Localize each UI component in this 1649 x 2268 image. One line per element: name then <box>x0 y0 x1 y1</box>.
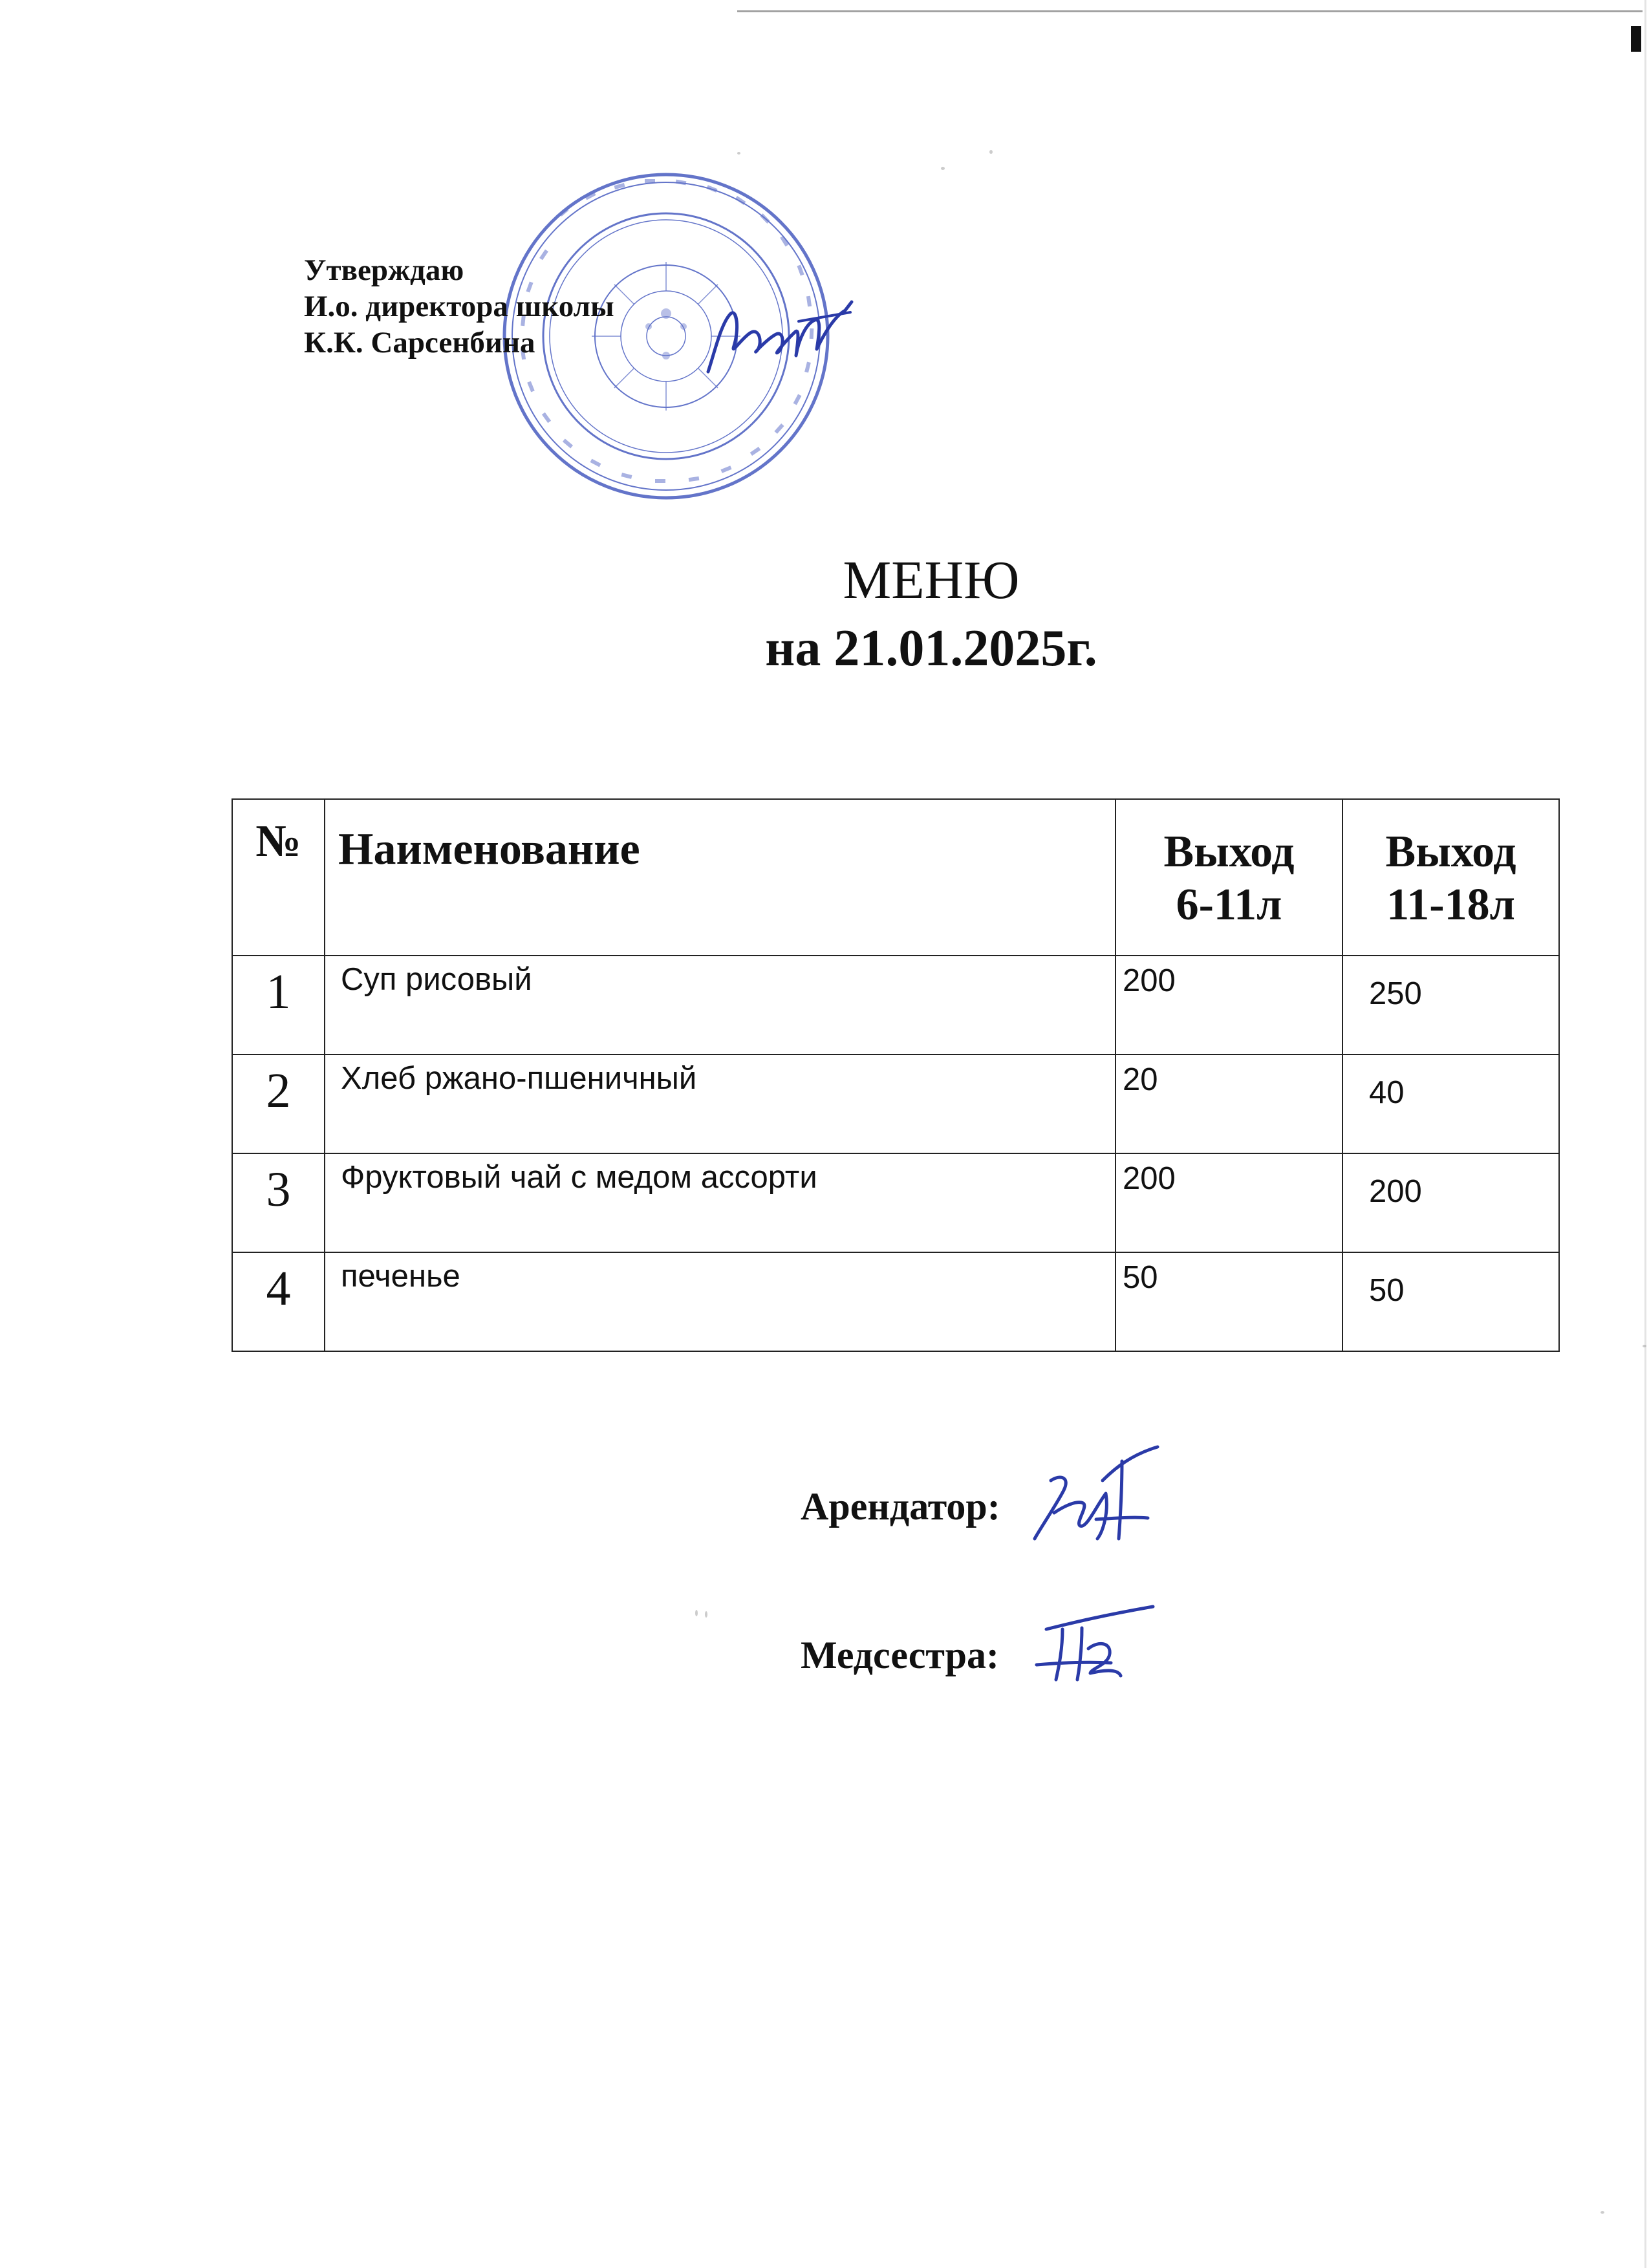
scan-speck <box>705 1611 707 1618</box>
header-output-6-11-line2: 6-11л <box>1176 880 1282 930</box>
row-output-6-11: 50 <box>1116 1252 1342 1351</box>
table-row <box>232 1054 1559 1153</box>
row-output-11-18: 250 <box>1342 956 1559 1054</box>
row-output-11-18: 50 <box>1342 1252 1559 1351</box>
row-output-6-11: 200 <box>1116 1153 1342 1252</box>
scan-speck <box>989 150 993 154</box>
row-number: 3 <box>232 1153 325 1252</box>
row-dish-name: печенье <box>325 1252 1116 1351</box>
row-dish-name: Фруктовый чай с медом ассорти <box>325 1153 1116 1252</box>
director-signature-icon <box>702 294 857 388</box>
approval-name: К.К. Сарсенбина <box>304 326 535 359</box>
header-output-6-11-line1: Выход <box>1163 827 1295 877</box>
scan-speck <box>695 1610 698 1616</box>
scan-speck <box>1643 1345 1646 1347</box>
approval-block <box>304 252 614 361</box>
header-output-11-18-line1: Выход <box>1385 827 1516 877</box>
header-number: № <box>232 799 325 956</box>
scan-speck <box>737 152 740 155</box>
menu-date: на 21.01.2025г. <box>765 620 1097 677</box>
table-row <box>232 1252 1559 1351</box>
header-name: Наименование <box>325 799 1116 956</box>
scan-speck <box>941 167 945 170</box>
header-output-6-11 <box>1116 799 1342 956</box>
table-row <box>232 1153 1559 1252</box>
header-output-11-18 <box>1342 799 1559 956</box>
scan-edge-top <box>737 10 1643 12</box>
row-output-6-11: 20 <box>1116 1054 1342 1153</box>
page-title: МЕНЮ <box>843 550 1020 610</box>
row-output-11-18: 40 <box>1342 1054 1559 1153</box>
table-header-row <box>232 799 1559 956</box>
scan-edge-corner <box>1631 26 1641 52</box>
approval-position: И.о. директора школы <box>304 290 614 323</box>
tenant-label: Арендатор: <box>801 1485 1000 1528</box>
row-output-6-11: 200 <box>1116 956 1342 1054</box>
row-dish-name: Хлеб ржано-пшеничный <box>325 1054 1116 1153</box>
menu-table <box>232 798 1560 1352</box>
table-row <box>232 956 1559 1054</box>
row-dish-name: Суп рисовый <box>325 956 1116 1054</box>
tenant-signature-icon <box>1025 1442 1164 1548</box>
row-number: 4 <box>232 1252 325 1351</box>
row-number: 2 <box>232 1054 325 1153</box>
approval-heading: Утверждаю <box>304 253 464 287</box>
scan-speck <box>1600 2211 1604 2214</box>
nurse-signature-icon <box>1027 1603 1156 1684</box>
header-output-11-18-line2: 11-18л <box>1386 880 1515 930</box>
nurse-label: Медсестра: <box>801 1634 999 1676</box>
row-number: 1 <box>232 956 325 1054</box>
row-output-11-18: 200 <box>1342 1153 1559 1252</box>
scan-edge-right <box>1644 0 1646 2268</box>
